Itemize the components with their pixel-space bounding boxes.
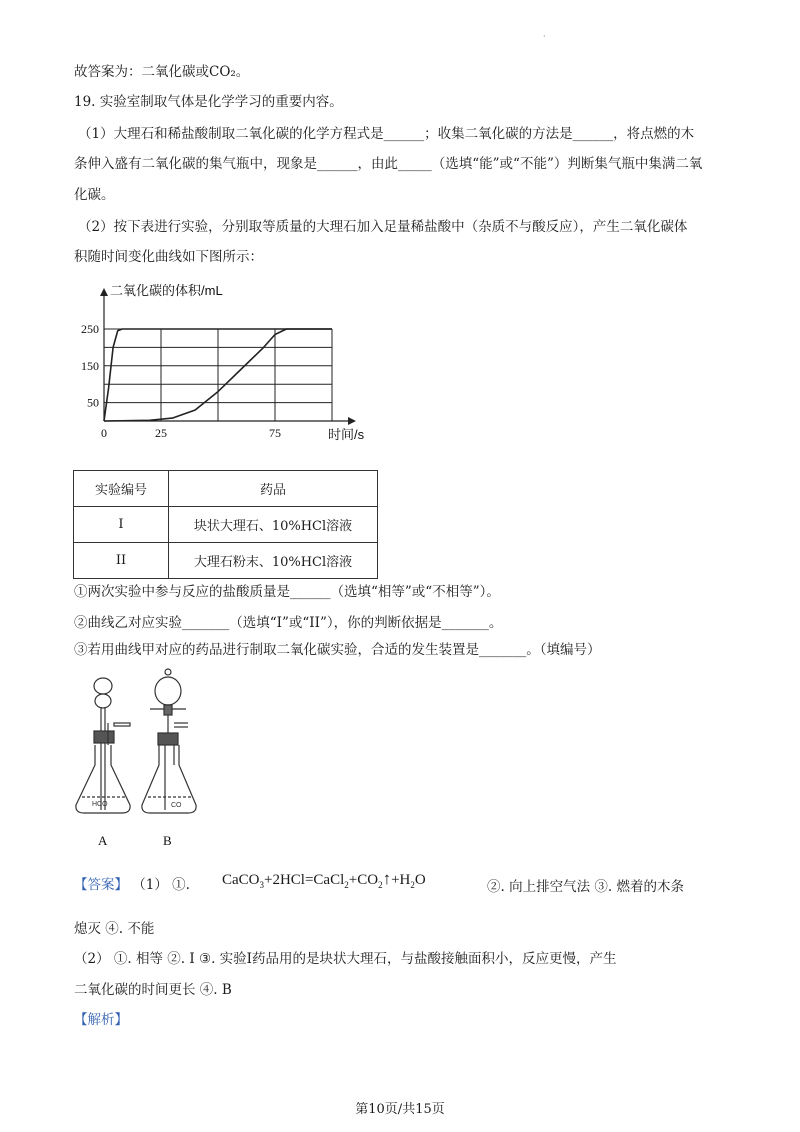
- flask-a-text: HCO: [92, 801, 108, 808]
- eq-part: +CO: [348, 872, 379, 888]
- chemical-equation: [222, 869, 426, 890]
- apparatus-a: [76, 678, 130, 813]
- chart-x-label: 时间/s: [328, 427, 365, 442]
- eq-sub: 3: [259, 880, 264, 890]
- experiment-table: [73, 470, 378, 579]
- answer-line-3: （2） ①. 相等 ②. I ③. 实验I药品用的是块状大理石，与盐酸接触面积小，反应更慢，产生: [74, 951, 617, 967]
- table-cell: II: [74, 543, 169, 579]
- y-tick-label: 150: [81, 358, 99, 373]
- eq-part: +H: [391, 872, 411, 888]
- chart-tick-labels: [81, 322, 281, 440]
- y-axis-arrow-icon: [100, 288, 108, 296]
- apparatus-label-a: A: [98, 833, 108, 848]
- q2-line-1: （2）按下表进行实验，分别取等质量的大理石加入足量稀盐酸中（杂质不与酸反应），产生二氧化碳体: [78, 219, 688, 235]
- table-header-row: [74, 471, 378, 507]
- y-tick-label: 250: [81, 322, 99, 336]
- apparatus-b: [142, 669, 196, 813]
- answer-label: 【答案】: [74, 877, 128, 893]
- table-cell: 大理石粉末、10%HCl溶液: [169, 543, 378, 579]
- table-row: [74, 543, 378, 579]
- x-axis-arrow-icon: [348, 417, 356, 425]
- y-tick-label: 50: [87, 395, 99, 410]
- sub-question-3: ③若用曲线甲对应的药品进行制取二氧化碳实验，合适的发生装置是_______。（填编号）: [74, 642, 601, 658]
- x-tick-label: 25: [155, 426, 167, 440]
- chart-axes: [100, 288, 356, 425]
- eq-sub: 2: [410, 880, 415, 890]
- prev-answer-line: 故答案为：二氧化碳或CO₂。: [74, 64, 250, 80]
- table-cell: I: [74, 507, 169, 543]
- table-header-cell: 药品: [169, 471, 378, 507]
- apparatus-label-b: B: [163, 833, 172, 848]
- eq-part: CaCO: [222, 872, 260, 888]
- table-row: [74, 507, 378, 543]
- sub-question-1: ①两次实验中参与反应的盐酸质量是______（选填“相等”或“不相等”）。: [74, 584, 500, 600]
- sub-question-2: ②曲线乙对应实验_______（选填“I”或“II”），你的判断依据是_______。: [74, 615, 503, 631]
- eq-sub: 2: [344, 880, 349, 890]
- answer-line-1: [74, 876, 190, 894]
- x-tick-label: 0: [101, 426, 107, 440]
- q2-line-2: 积随时间变化曲线如下图所示：: [74, 249, 263, 265]
- page-mark: ·: [543, 32, 546, 41]
- x-tick-label: 75: [269, 426, 281, 440]
- eq-part: O: [414, 872, 426, 888]
- answer-line-2: 熄灭 ④. 不能: [74, 921, 155, 937]
- table-cell: 块状大理石、10%HCl溶液: [169, 507, 378, 543]
- flask-b-text: CO: [171, 802, 182, 809]
- answer-line-1-rest: ②. 向上排空气法 ③. 燃着的木条: [487, 879, 684, 895]
- gas-arrow-icon: ↑: [382, 869, 392, 888]
- q1-line-3: 化碳。: [74, 187, 115, 203]
- q1-line-1: （1）大理石和稀盐酸制取二氧化碳的化学方程式是______；收集二氧化碳的方法是______，将点燃的木: [78, 126, 695, 142]
- table-header-cell: 实验编号: [74, 471, 169, 507]
- apparatus-figure: [70, 665, 220, 860]
- eq-part: +2HCl=CaCl: [264, 872, 345, 888]
- co2-volume-chart: [70, 282, 380, 447]
- eq-sub: 2: [378, 880, 383, 890]
- page-footer: 第10页/共15页: [355, 1102, 445, 1117]
- q1-line-2: 条伸入盛有二氧化碳的集气瓶中，现象是______，由此_____（选填“能”或“不能”）判断集气瓶中集满二氧: [74, 156, 703, 172]
- answer-line-4: 二氧化碳的时间更长 ④. B: [74, 982, 232, 998]
- chart-y-label: 二氧化碳的体积/mL: [110, 283, 223, 298]
- question-title: 19. 实验室制取气体是化学学习的重要内容。: [74, 94, 343, 110]
- analysis-label: 【解析】: [74, 1012, 128, 1028]
- chart-grid: [104, 329, 332, 421]
- answer-1-index: （1） ①.: [132, 877, 190, 893]
